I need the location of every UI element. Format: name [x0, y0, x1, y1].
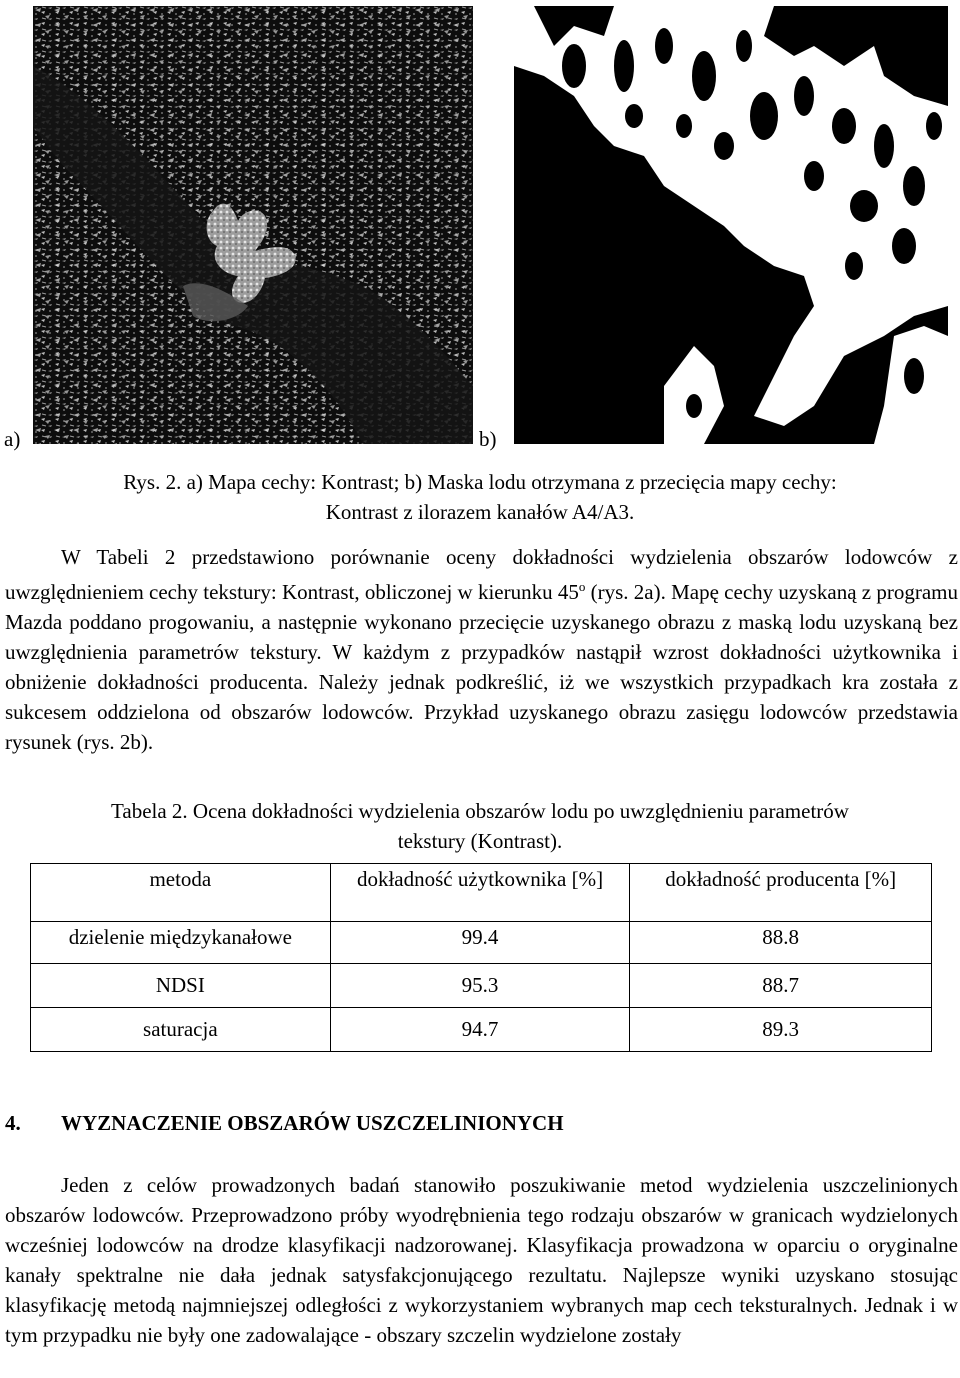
figure-b-label: b) [479, 427, 497, 451]
paragraph-2 [5, 1170, 958, 1350]
table-cell: NDSI [31, 964, 331, 1008]
table-header-cell: dokładność producenta [%] [630, 864, 932, 922]
table-row [31, 964, 932, 1008]
table-caption-line2: tekstury (Kontrast). [397, 829, 563, 853]
table-row [31, 1008, 932, 1052]
contrast-map-graphic [33, 6, 473, 444]
table-cell: saturacja [31, 1008, 331, 1052]
table-cell: 95.3 [330, 964, 630, 1008]
degree-superscript: o [578, 579, 586, 594]
section-heading [5, 1108, 564, 1138]
table-caption [0, 796, 960, 856]
section-title: WYZNACZENIE OBSZARÓW USZCZELINIONYCH [61, 1111, 564, 1135]
paragraph-2-text: Jeden z celów prowadzonych badań stanowiło poszukiwanie metod wydzielenia uszczelinionych obszarów lodowców. Przeprowadzono próby wyodrębnienia tego rodzaju obszarów w granicach wydzielonych wcześniej lodowców na drodze klasyfikacji nadzorowanej. Klasyfikacja prowadzona w oparciu o oryginalne kanały spektralne nie dała jednak satysfakcjonującego rezultatu. Najlepsze wyniki uzyskano stosując klasyfikację metodą najmniejszej odległości z wykorzystaniem wybranych map cech teksturalnych. Jednak i w tym przypadku nie były one zadowalające - obszary szczelin wydzielone zostały [5, 1173, 958, 1347]
table-cell: 89.3 [630, 1008, 932, 1052]
table-header-cell: metoda [31, 864, 331, 922]
table-row [31, 922, 932, 964]
table-cell: 88.8 [630, 922, 932, 964]
figure-caption-line1: Rys. 2. a) Mapa cechy: Kontrast; b) Maska lodu otrzymana z przecięcia mapy cechy: [123, 470, 837, 494]
table-header-row [31, 864, 932, 922]
paragraph-1-text-a: W Tabeli 2 przedstawiono porównanie oceny dokładności wydzielenia obszarów lodowców z uwzględnieniem cechy tekstury: Kontrast, obliczonej w kierunku 45 [5, 545, 958, 604]
figure-caption [0, 467, 960, 527]
figure-caption-line2: Kontrast z ilorazem kanałów A4/A3. [325, 500, 635, 524]
table-cell: 94.7 [330, 1008, 630, 1052]
figure-b-ice-mask [514, 6, 948, 444]
figure-a-label: a) [4, 427, 21, 451]
paragraph-1 [5, 542, 958, 757]
table-caption-line1: Tabela 2. Ocena dokładności wydzielenia obszarów lodu po uwzględnieniu parametrów [111, 799, 849, 823]
ice-mask-graphic [514, 6, 948, 444]
table-cell: 99.4 [330, 922, 630, 964]
paragraph-1-text-b: (rys. 2a). Mapę cechy uzyskaną z programu Mazda poddano progowaniu, a następnie wykonano przecięcie uzyskanego obrazu z maską lodu uzyskaną bez uwzględnienia parametrów tekstury. W każdym z przypadków nastąpił wzrost dokładności użytkownika i obniżenie dokładności producenta. Należy jednak podkreślić, iż we wszystkich przypadkach kra została z sukcesem oddzielona od obszarów lodowców. Przykład uzyskanego obrazu zasięgu lodowców przedstawia rysunek (rys. 2b). [5, 580, 958, 754]
table-cell: 88.7 [630, 964, 932, 1008]
section-number: 4. [5, 1111, 21, 1135]
accuracy-table [30, 863, 932, 1052]
table-header-cell: dokładność użytkownika [%] [330, 864, 630, 922]
figure-a-contrast-map [33, 6, 473, 444]
table-cell: dzielenie międzykanałowe [31, 922, 331, 964]
